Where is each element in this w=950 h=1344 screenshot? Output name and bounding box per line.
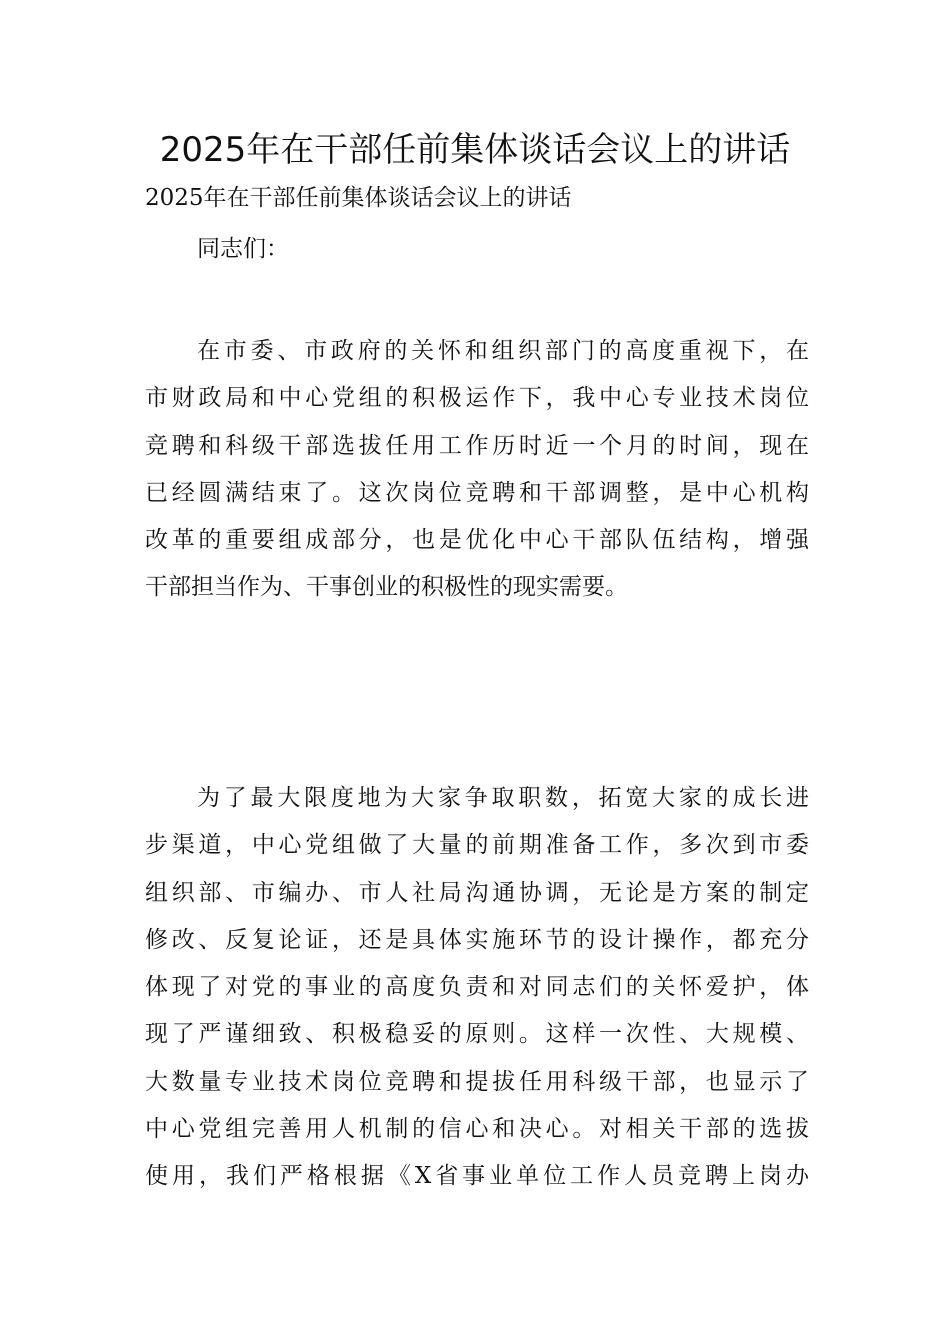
paragraph-line: 修改、反复论证，还是具体实施环节的设计操作，都充分: [145, 926, 809, 953]
document-title: 2025年在干部任前集体谈话会议上的讲话: [159, 130, 791, 170]
paragraph-line: 使用，我们严格根据《X省事业单位工作人员竞聘上岗办: [145, 1163, 809, 1190]
paragraph-line: 为了最大限度地为大家争取职数，拓宽大家的成长进: [197, 785, 809, 811]
paragraph-line: 步渠道，中心党组做了大量的前期准备工作，多次到市委: [145, 832, 809, 859]
paragraph-line: 改革的重要组成部分，也是优化中心干部队伍结构，增强: [145, 527, 809, 554]
paragraph-line: 在市委、市政府的关怀和组织部门的高度重视下，在: [197, 338, 809, 364]
paragraph-line: 干部担当作为、干事创业的积极性的现实需要。: [145, 574, 628, 601]
paragraph-line: 已经圆满结束了。这次岗位竞聘和干部调整，是中心机构: [145, 479, 809, 506]
paragraph-line: 中心党组完善用人机制的信心和决心。对相关干部的选拔: [145, 1116, 809, 1143]
paragraph-line: 市财政局和中心党组的积极运作下，我中心专业技术岗位: [145, 385, 809, 412]
paragraph-2: [145, 775, 809, 1201]
paragraph-line: 竞聘和科级干部选拔任用工作历时近一个月的时间，现在: [145, 432, 809, 459]
paragraph-line: 大数量专业技术岗位竞聘和提拔任用科级干部，也显示了: [145, 1068, 809, 1095]
salutation: 同志们：: [197, 236, 289, 262]
paragraph-line: 现了严谨细致、积极稳妥的原则。这样一次性、大规模、: [145, 1021, 809, 1048]
paragraph-line: 体现了对党的事业的高度负责和对同志们的关怀爱护，体: [145, 974, 809, 1001]
paragraph-1: [145, 328, 809, 612]
document-subtitle: 2025年在干部任前集体谈话会议上的讲话: [145, 185, 572, 211]
paragraph-line: 组织部、市编办、市人社局沟通协调，无论是方案的制定: [145, 879, 809, 906]
